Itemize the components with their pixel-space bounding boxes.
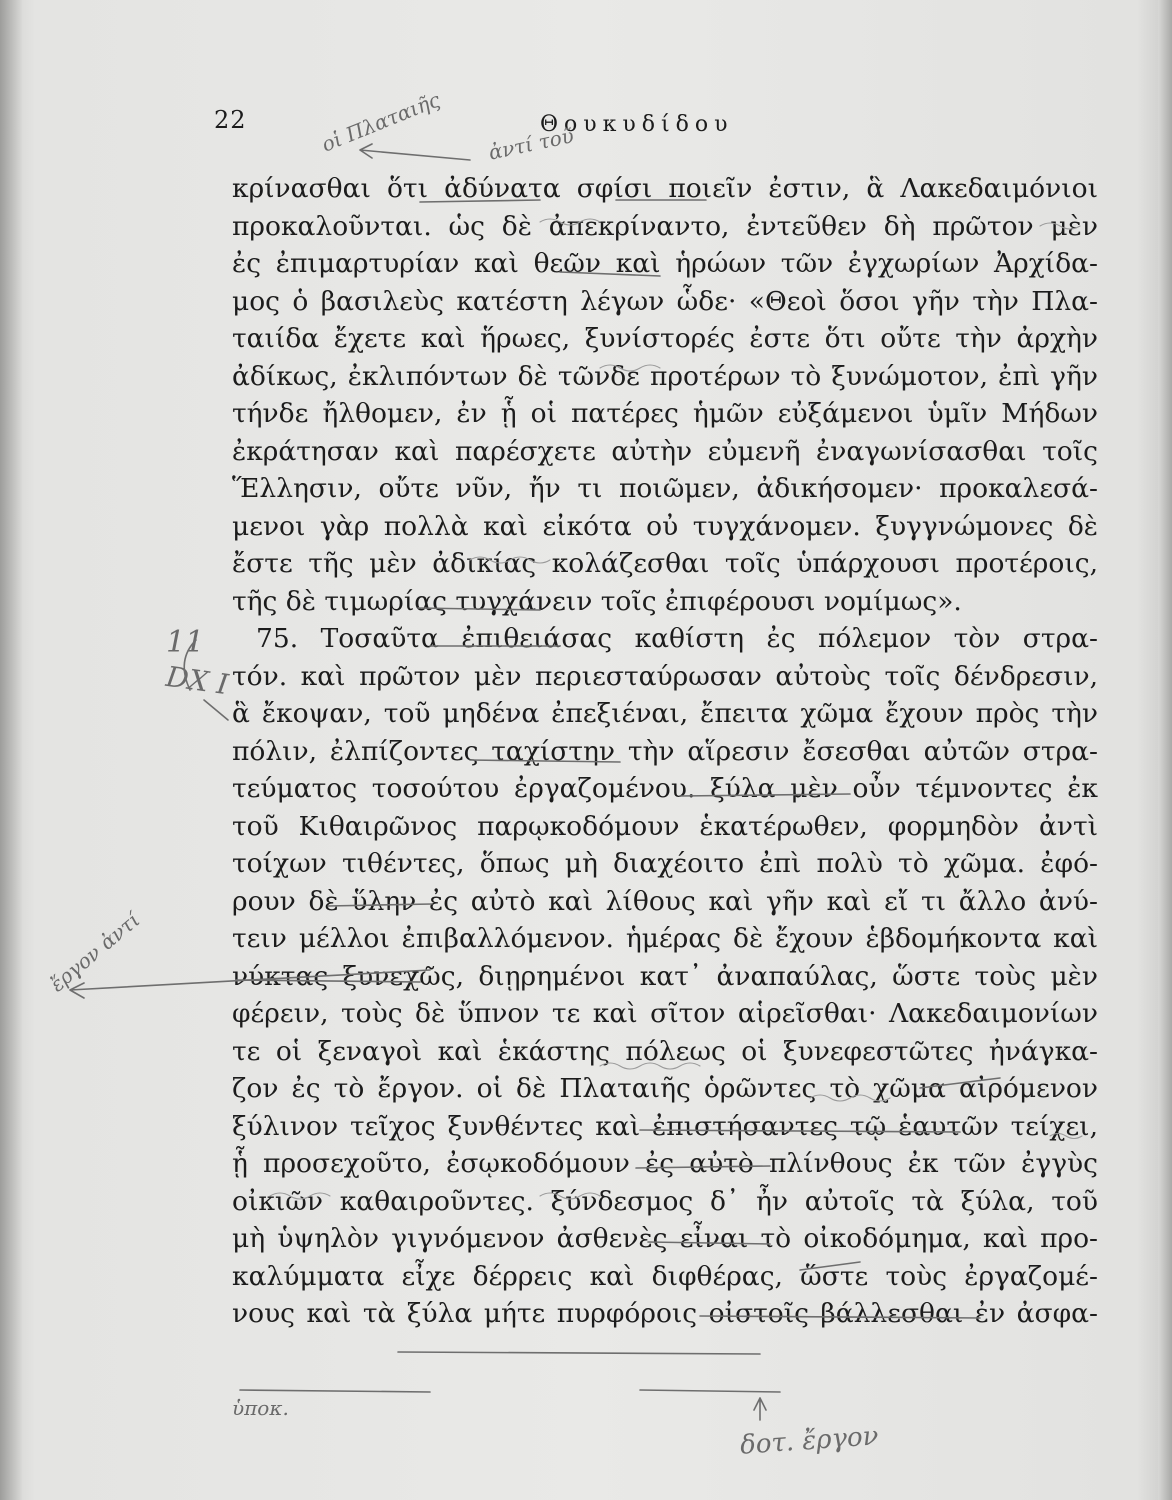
main-text (232, 170, 1098, 1333)
text-line: τῆς δὲ τιμωρίας τυγχάνειν τοῖς ἐπιφέρουσι νομίμως». (232, 585, 962, 617)
text-line: ἀδίκως, ἐκλιπόντων δὲ τῶνδε προτέρων τὸ ξυνώμοτον, ἐπὶ γῆν (232, 360, 1098, 392)
text-line: ᾗ προσεχοῦτο, ἐσῳκοδόμουν ἐς αὐτὸ πλίνθους ἐκ τῶν ἐγγὺς (232, 1148, 1098, 1179)
text-line: ξύλινον τεῖχος ξυνθέντες καὶ ἐπιστήσαντες τῷ ἑαυτῶν τείχει, (232, 1110, 1098, 1142)
text-line: ἐς ἐπιμαρτυρίαν καὶ θεῶν καὶ ἡρώων τῶν ἐγχωρίων Ἀρχίδα- (232, 248, 1098, 279)
underline-mark (398, 1352, 760, 1354)
handwritten-note-top: οἱ Πλαταιῆς (318, 87, 444, 157)
underline-mark (240, 1390, 430, 1392)
text-line: ταιίδα ἔχετε καὶ ἥρωες, ξυνίστορές ἐστε ὅτι οὔτε τὴν ἀρχὴν (232, 323, 1098, 354)
underline-mark (640, 1390, 780, 1392)
handwritten-note-left: DX I (164, 659, 231, 702)
text-line: μενοι γὰρ πολλὰ καὶ εἰκότα οὐ τυγχάνομεν. ξυγγνώμονες δὲ (232, 510, 1098, 542)
text-line: τε οἱ ξεναγοὶ καὶ ἑκάστης πόλεως οἱ ξυνεφεστῶτες ἠνάγκα- (232, 1035, 1098, 1067)
bracket-mark (204, 700, 228, 720)
arrow-mark (754, 1398, 766, 1420)
text-line: τήνδε ἤλθομεν, ἐν ᾗ οἱ πατέρες ἡμῶν εὐξάμενοι ὑμῖν Μήδων (232, 398, 1098, 429)
text-line: ἐκράτησαν καὶ παρέσχετε αὐτὴν εὐμενῆ ἐναγωνίσασθαι τοῖς (232, 435, 1098, 467)
text-line: τεύματος τοσούτου ἐργαζομένου. ξύλα μὲν οὖν τέμνοντες ἐκ (232, 773, 1098, 804)
text-line: νους καὶ τὰ ξύλα μήτε πυρφόροις οἰστοῖς βάλλεσθαι ἐν ἀσφα- (232, 1298, 1098, 1329)
text-line: τόν. καὶ πρῶτον μὲν περιεσταύρωσαν αὐτοὺς τοῖς δένδρεσιν, (232, 660, 1098, 692)
text-line: καλύμματα εἶχε δέρρεις καὶ διφθέρας, ὥστε τοὺς ἐργαζομέ- (232, 1260, 1098, 1292)
text-line: ζον ἐς τὸ ἔργον. οἱ δὲ Πλαταιῆς ὁρῶντες τὸ χῶμα αἰρόμενον (232, 1073, 1098, 1104)
handwritten-note-left-lower: ἔργον ἀντί (45, 907, 145, 997)
text-line: τοίχων τιθέντες, ὅπως μὴ διαχέοιτο ἐπὶ πολὺ τὸ χῶμα. ἐφό- (232, 848, 1098, 879)
text-line: τειν μέλλοι ἐπιβαλλόμενον. ἡμέρας δὲ ἔχουν ἑβδομήκοντα καὶ (232, 923, 1098, 954)
handwritten-note-left-num: 11 (166, 625, 205, 660)
running-head: Θουκυδίδου (540, 112, 734, 137)
text-line: Ἕλλησιν, οὔτε νῦν, ἤν τι ποιῶμεν, ἀδικήσομεν· προκαλεσά- (232, 473, 1098, 504)
text-line: μὴ ὑψηλὸν γιγνόμενον ἀσθενὲς εἶναι τὸ οἰκοδόμημα, καὶ προ- (232, 1223, 1098, 1254)
text-line: φέρειν, τοὺς δὲ ὕπνον τε καὶ σῖτον αἱρεῖσθαι· Λακεδαιμονίων (232, 998, 1098, 1029)
gutter-shadow (0, 0, 22, 1500)
section-heading-line: 75. Τοσαῦτα ἐπιθειάσας καθίστη ἐς πόλεμον τὸν στρα- (256, 623, 1098, 654)
page-edge (1158, 0, 1172, 1500)
handwritten-note-bottom: δοτ. ἔργον (739, 1421, 880, 1461)
bracket-mark (184, 640, 196, 690)
text-line: πόλιν, ἐλπίζοντες ταχίστην τὴν αἵρεσιν ἔσεσθαι αὐτῶν στρα- (232, 735, 1098, 767)
text-line: ρουν δὲ ὕλην ἐς αὐτὸ καὶ λίθους καὶ γῆν καὶ εἴ τι ἄλλο ἀνύ- (232, 885, 1098, 917)
text-line: μος ὁ βασιλεὺς κατέστη λέγων ὧδε· «Θεοὶ ὅσοι γῆν τὴν Πλα- (232, 285, 1098, 317)
text-line: οἰκιῶν καθαιροῦντες. ξύνδεσμος δ᾽ ἦν αὐτοῖς τὰ ξύλα, τοῦ (232, 1185, 1098, 1217)
text-line: κρίνασθαι ὅτι ἀδύνατα σφίσι ποιεῖν ἐστιν, ἃ Λακεδαιμόνιοι (232, 173, 1098, 204)
text-line: προκαλοῦνται. ὡς δὲ ἀπεκρίναντο, ἐντεῦθεν δὴ πρῶτον μὲν (232, 210, 1098, 242)
handwritten-note-bottom-left: ὑποκ. (232, 1396, 289, 1420)
text-line: ἃ ἔκοψαν, τοῦ μηδένα ἐπεξιέναι, ἔπειτα χῶμα ἔχουν πρὸς τὴν (232, 698, 1098, 729)
arrow-mark (360, 144, 470, 160)
handwritten-note-top-2: ἀντί τοῦ (486, 123, 576, 165)
page-number: 22 (214, 106, 247, 134)
text-line: ἔστε τῆς μὲν ἀδικίας κολάζεσθαι τοῖς ὑπάρχουσι προτέροις, (232, 548, 1098, 579)
text-line: τοῦ Κιθαιρῶνος παρῳκοδόμουν ἑκατέρωθεν, φορμηδὸν ἀντὶ (232, 810, 1098, 842)
text-line: νύκτας ξυνεχῶς, διῃρημένοι κατ᾽ ἀναπαύλας, ὥστε τοὺς μὲν (232, 960, 1098, 992)
